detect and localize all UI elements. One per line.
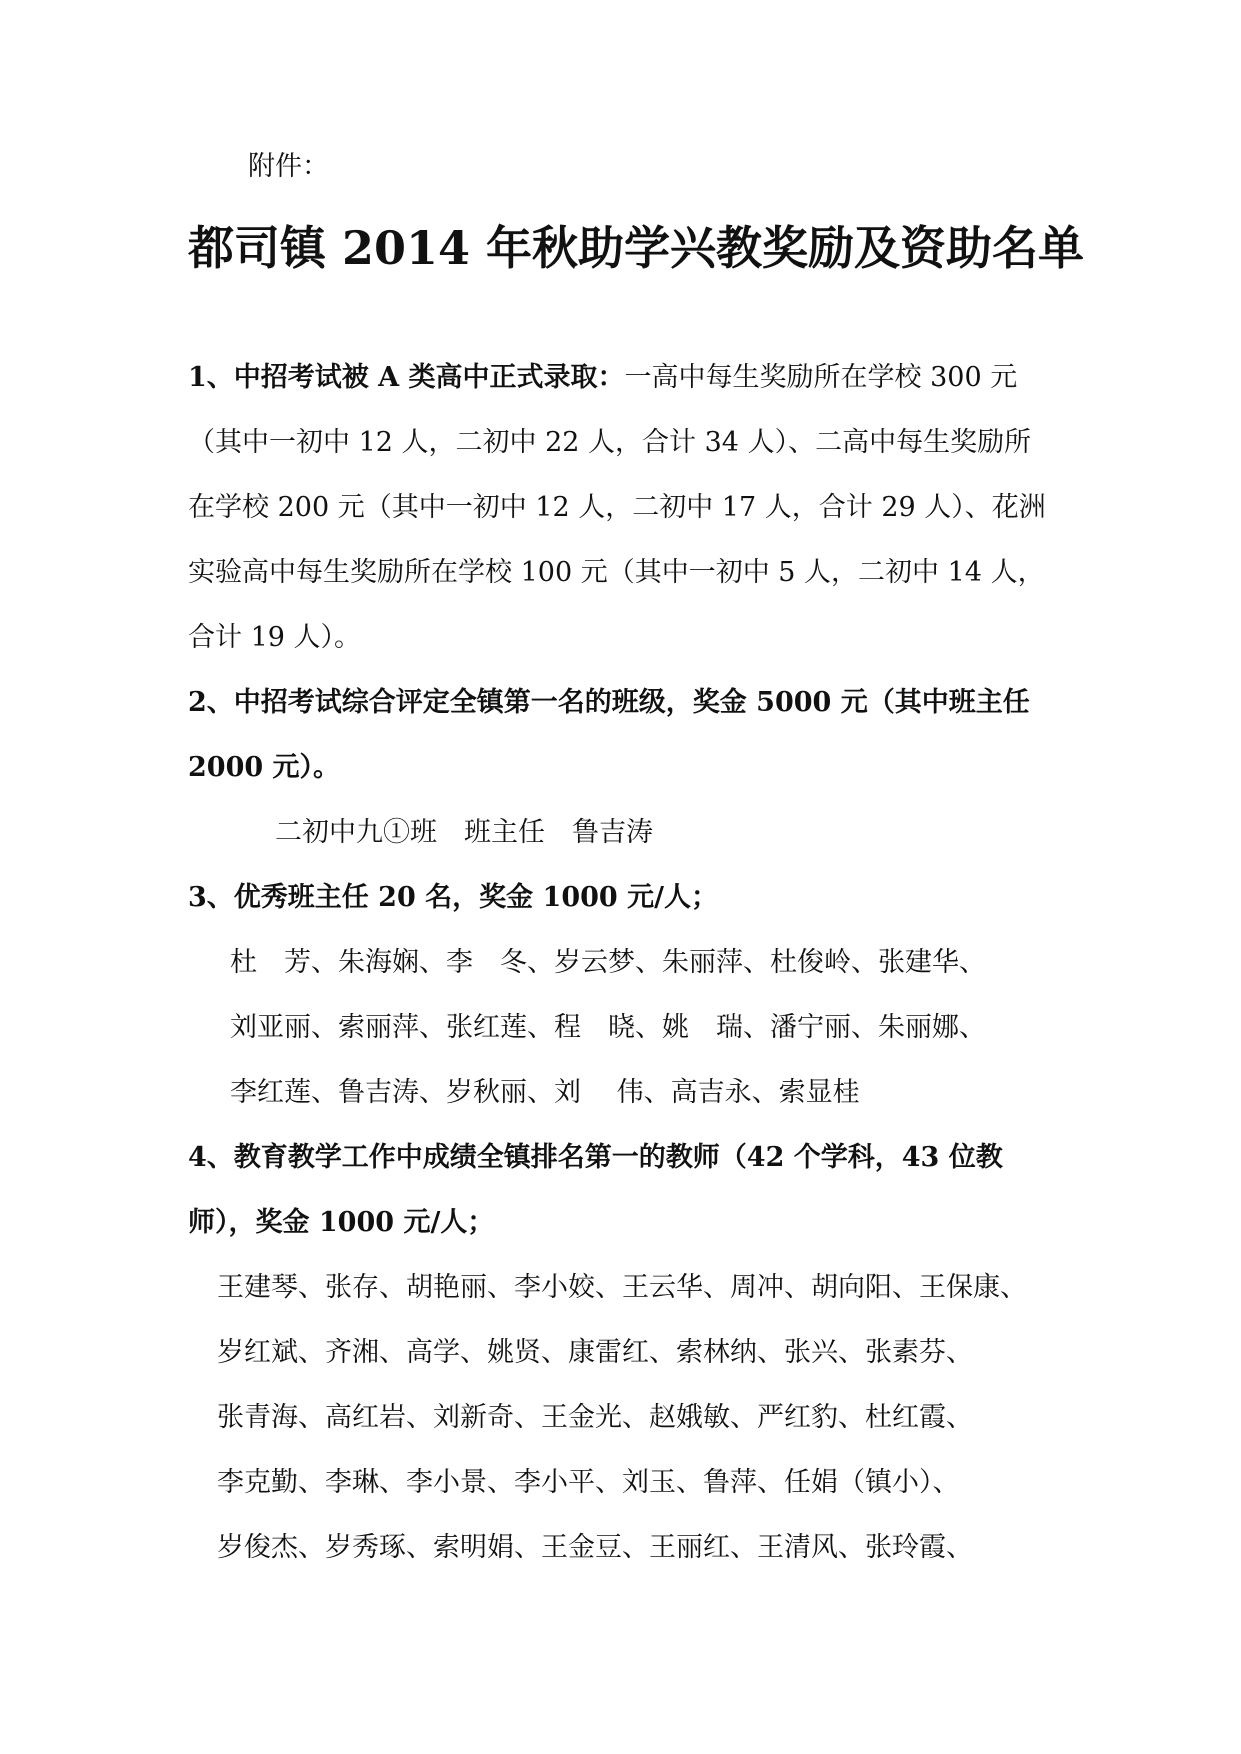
section4-names-row: 岁俊杰、岁秀琢、索明娟、王金豆、王丽红、王清风、张玲霞、 bbox=[217, 1532, 973, 1563]
section3-names-row: 李红莲、鲁吉涛、岁秋丽、刘 伟、高吉永、索显桂 bbox=[230, 1077, 860, 1108]
section4-line2: 师），奖金 1000 元/人； bbox=[188, 1207, 495, 1238]
section1-heading: 1、中招考试被 A 类高中正式录取： bbox=[188, 362, 625, 393]
attachment-label: 附件： bbox=[248, 151, 329, 182]
section4-names-row: 岁红斌、齐湘、高学、姚贤、康雷红、索林纳、张兴、张素芬、 bbox=[217, 1337, 973, 1368]
section3-names-row: 刘亚丽、索丽萍、张红莲、程 晓、姚 瑞、潘宁丽、朱丽娜、 bbox=[230, 1012, 986, 1043]
section1-line1 bbox=[188, 360, 1017, 396]
section1-line3: 在学校 200 元（其中一初中 12 人，二初中 17 人，合计 29 人）、花洲 bbox=[188, 492, 1046, 523]
section3-heading: 3、优秀班主任 20 名，奖金 1000 元/人； bbox=[188, 882, 718, 913]
section4-line1: 4、教育教学工作中成绩全镇排名第一的教师（42 个学科，43 位教 bbox=[188, 1142, 1003, 1173]
document-title: 都司镇 2014 年秋助学兴教奖励及资助名单 bbox=[188, 221, 1085, 275]
section4-names-row: 李克勤、李琳、李小景、李小平、刘玉、鲁萍、任娟（镇小）、 bbox=[217, 1467, 960, 1498]
section4-names-row: 张青海、高红岩、刘新奇、王金光、赵娥敏、严红豹、杜红霞、 bbox=[217, 1402, 973, 1433]
section2-winner: 二初中九①班 班主任 鲁吉涛 bbox=[275, 817, 653, 848]
section1-line4: 实验高中每生奖励所在学校 100 元（其中一初中 5 人，二初中 14 人， bbox=[188, 557, 1045, 588]
section1-line5: 合计 19 人）。 bbox=[188, 622, 362, 653]
section3-names-row: 杜 芳、朱海娴、李 冬、岁云梦、朱丽萍、杜俊岭、张建华、 bbox=[230, 947, 986, 978]
section1-line1-rest: 一高中每生奖励所在学校 300 元 bbox=[624, 362, 1018, 393]
section4-names-row: 王建琴、张存、胡艳丽、李小姣、王云华、周冲、胡向阳、王保康、 bbox=[217, 1272, 1027, 1303]
section2-line1: 2、中招考试综合评定全镇第一名的班级，奖金 5000 元（其中班主任 bbox=[188, 687, 1030, 718]
section1-line2: （其中一初中 12 人，二初中 22 人，合计 34 人）、二高中每生奖励所 bbox=[188, 427, 1032, 458]
section2-line2: 2000 元）。 bbox=[188, 752, 341, 783]
